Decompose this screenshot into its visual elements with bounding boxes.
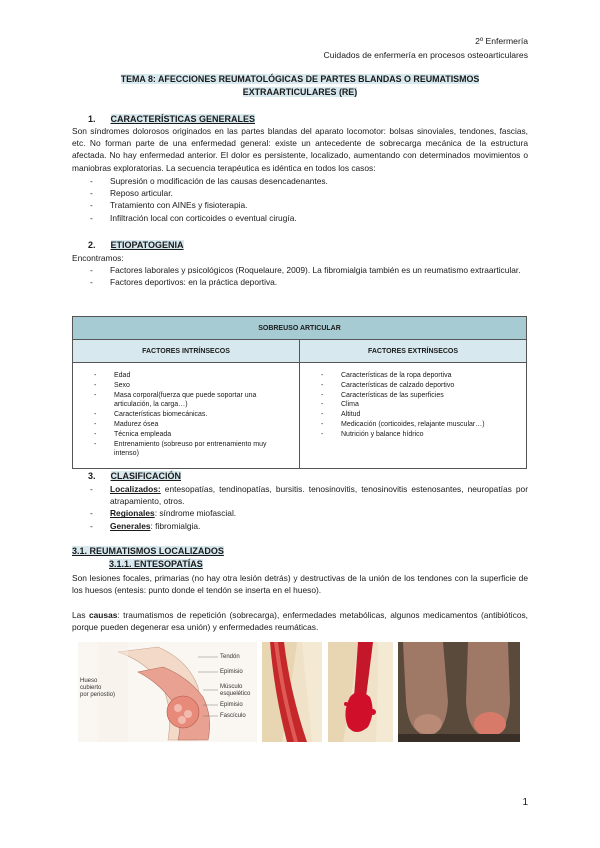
table-list-item: - Medicación (corticoides, relajante muscular…) (321, 420, 485, 428)
label-epimisio: Epimisio (220, 669, 243, 675)
table-cell-intrinsic (73, 363, 300, 469)
section1-list (88, 175, 528, 224)
table-header-extrinsic: FACTORES EXTRÍNSECOS (300, 340, 527, 363)
section3-title: CLASIFICACIÓN (110, 471, 182, 481)
section3-list (88, 483, 528, 532)
section2-list (88, 264, 528, 288)
causas-paragraph: Las causas: traumatismos de repetición (sobrecarga), enfermedades metabólicas, algunos medicamentos (antibióticos, porque pueden degenerar esa unión) y enfermedades reumáticas. (72, 610, 528, 633)
section1-number: 1. (88, 114, 96, 124)
section1-title: CARACTERÍSTICAS GENERALES (110, 114, 256, 124)
tendon-injury-image (328, 642, 393, 742)
table-list-item: - Madurez ósea (94, 420, 159, 428)
muscle-anatomy-figure (78, 642, 257, 742)
section2-title: ETIOPATOGENIA (110, 240, 184, 250)
list-item: - Localizados: entesopatías, tendinopatías, bursitis. tenosinovitis, tenosinovitis estenosantes, neuropatías por atrapamiento, otros. (90, 484, 528, 507)
tendon-insertion-image (262, 642, 322, 742)
section1-heading (88, 113, 255, 125)
table-list-item: - Técnica empleada (94, 430, 172, 438)
table-list-item: - Características de la ropa deportiva (321, 372, 452, 379)
table-list-item: - Edad (94, 372, 131, 379)
table-list-item: - Características de calzado deportivo (321, 381, 455, 389)
table-list-item: - Altitud (321, 411, 361, 419)
table-cell-extrinsic (300, 363, 527, 469)
section3-number: 3. (88, 471, 96, 481)
title-line1: TEMA 8: AFECCIONES REUMATOLÓGICAS DE PARTES BLANDAS O REUMATISMOS (120, 74, 480, 84)
section1-paragraph: Son síndromes dolorosos originados en las partes blandas del aparato locomotor: bolsas sinoviales, tendones, fascias, etc. No forman parte de una enfermedad general: existe un antecedente de sobrecarga mecánica de la estructura afectada. No hay enfermedad anterior. El dolor es persistente, localizado, aumentando con determinados movimientos o maniobras exploratorias. La secuencia terapéutica es idéntica en todos los casos: (72, 126, 528, 173)
title-line2: EXTRAARTICULARES (RE) (242, 87, 358, 97)
label-fasciculo: Fascículo (220, 713, 246, 719)
page-title (72, 73, 528, 99)
table-header-intrinsic: FACTORES INTRÍNSECOS (73, 340, 300, 363)
list-item: - Factores deportivos: en la práctica deportiva. (90, 277, 278, 288)
table-list-item: - Características de las superficies (321, 391, 444, 399)
section2-heading (88, 239, 184, 251)
table-list-item: - Clima (321, 401, 359, 409)
list-item: - Supresión o modificación de las causas desencadenantes. (90, 176, 328, 186)
overuse-table (72, 316, 527, 469)
list-item: - Factores laborales y psicológicos (Roquelaure, 2009). La fibromialgia también es un reumatismo extraarticular. (90, 265, 521, 275)
heel-photo (398, 642, 520, 742)
subsubsection-heading: 3.1.1. ENTESOPATÍAS (109, 559, 203, 569)
entesopatias-paragraph: Son lesiones focales, primarias (no hay otra lesión detrás) y destructivas de la unión de los tendones con la superficie de los huesos (entesis: punto donde el tendón se inserta en el hueso). (72, 573, 528, 596)
table-title: SOBREUSO ARTICULAR (73, 317, 527, 340)
label-tendon: Tendón (220, 654, 240, 660)
table-list-item: - Características biomecánicas. (94, 411, 208, 419)
table-list-item: - Nutrición y balance hídrico (321, 430, 424, 438)
section3-heading (88, 470, 181, 482)
list-item: - Reposo articular. (90, 188, 173, 199)
section2-number: 2. (88, 240, 96, 250)
page-number: 1 (522, 797, 528, 808)
label-musculo: Músculo esquelético (220, 684, 251, 697)
section2-intro: Encontramos: (72, 253, 124, 263)
table-list-item: - Entrenamiento (sobreuso por entrenamiento muy intenso) (94, 440, 267, 458)
label-epimisio-2: Epimisio (220, 702, 243, 708)
list-item: - Tratamiento con AINEs y fisioterapia. (90, 200, 248, 211)
list-item: - Generales: fibromialgia. (90, 520, 201, 531)
list-item: - Infiltración local con corticoides o eventual cirugía. (90, 212, 297, 223)
subsection-heading: 3.1. REUMATISMOS LOCALIZADOS (72, 546, 224, 556)
table-list-item: - Sexo (94, 381, 130, 389)
header-course: 2º Enfermería (475, 36, 528, 46)
header-subject: Cuidados de enfermería en procesos osteoarticulares (323, 50, 528, 60)
label-hueso: Hueso cubierto por periostio) (80, 678, 116, 698)
table-list-item: - Masa corporal(fuerza que puede soportar una articulación, la carga…) (94, 391, 257, 409)
list-item: - Regionales: síndrome miofascial. (90, 508, 237, 519)
